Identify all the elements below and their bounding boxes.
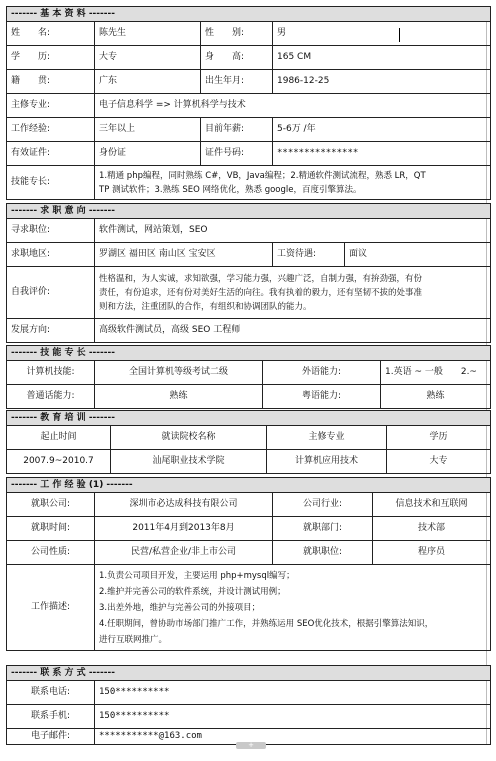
- name-label: 姓 名:: [7, 22, 95, 46]
- height-label: 身 高:: [201, 46, 273, 70]
- salary-value[interactable]: 5-6万 /年: [273, 118, 491, 142]
- self-eval-label: 自我评价:: [7, 267, 95, 319]
- contact-table: [6, 665, 491, 745]
- direction-label: 发展方向:: [7, 319, 95, 343]
- industry-value[interactable]: 信息技术和互联网: [373, 493, 491, 517]
- area-value[interactable]: 罗湖区 福田区 南山区 宝安区: [95, 243, 273, 267]
- basic-info-table: [6, 6, 491, 200]
- self-eval-value[interactable]: [95, 267, 491, 319]
- name-value[interactable]: 陈先生: [95, 22, 201, 46]
- edu-period[interactable]: 2007.9~2010.7: [7, 450, 111, 474]
- work-description-value[interactable]: [95, 565, 491, 651]
- cantonese-value[interactable]: 熟练: [381, 385, 491, 409]
- cantonese-label: 粤语能力:: [263, 385, 381, 409]
- section-header-skills: ------- 技 能 专 长 -------: [7, 346, 491, 361]
- company-value[interactable]: 深圳市必达成科技有限公司: [95, 493, 273, 517]
- skill-value[interactable]: [95, 166, 491, 200]
- skills-table: [6, 345, 491, 409]
- department-value[interactable]: 技术部: [373, 517, 491, 541]
- company-nature-value[interactable]: 民营/私营企业/非上市公司: [95, 541, 273, 565]
- self-eval-line: 责任，有份追求，还有份对美好生活的向往。我有执着的毅力，还有坚韧不拔的处事准: [99, 287, 423, 298]
- section-header-intent: ------- 求 职 意 向 -------: [7, 204, 491, 219]
- work-description-line: 1.负责公司项目开发，主要运用 php+mysql编写；: [99, 570, 295, 581]
- work-experience-table: [6, 477, 491, 651]
- computer-skill-value[interactable]: 全国计算机等级考试二级: [95, 361, 263, 385]
- email-label: 电子邮件:: [7, 729, 95, 745]
- pay-value[interactable]: 面议: [345, 243, 491, 267]
- birth-value[interactable]: 1986-12-25: [273, 70, 491, 94]
- height-value[interactable]: 165 CM: [273, 46, 491, 70]
- edu-school[interactable]: 汕尾职业技术学院: [111, 450, 267, 474]
- email-value[interactable]: ***********@163.com: [95, 729, 491, 745]
- id-type-value[interactable]: 身份证: [95, 142, 201, 166]
- direction-value[interactable]: 高级软件测试员，高级 SEO 工程师: [95, 319, 491, 343]
- self-eval-line: 性格温和，为人实诚，求知欲强，学习能力强，兴趣广泛，自制力强，有拚劲强，有份: [99, 273, 423, 284]
- department-label: 就职部门:: [273, 517, 373, 541]
- section-header-contact: ------- 联 系 方 式 -------: [7, 666, 491, 681]
- phone-label: 联系电话:: [7, 681, 95, 705]
- section-header-basic: ------- 基 本 资 料 -------: [7, 7, 491, 22]
- edu-header-degree: 学历: [387, 426, 491, 450]
- section-header-work: ------- 工 作 经 验 (1) -------: [7, 478, 491, 493]
- company-label: 就职公司:: [7, 493, 95, 517]
- job-title-label: 就职职位:: [273, 541, 373, 565]
- id-type-label: 有效证件:: [7, 142, 95, 166]
- edu-header-school: 就读院校名称: [111, 426, 267, 450]
- skill-label: 技能专长:: [7, 166, 95, 200]
- mandarin-label: 普通话能力:: [7, 385, 95, 409]
- salary-label: 目前年薪:: [201, 118, 273, 142]
- mobile-label: 联系手机:: [7, 705, 95, 729]
- company-nature-label: 公司性质:: [7, 541, 95, 565]
- position-value[interactable]: 软件测试，网站策划，SEO: [95, 219, 491, 243]
- edu-major[interactable]: 计算机应用技术: [267, 450, 387, 474]
- gender-value[interactable]: 男: [273, 22, 491, 46]
- major-label: 主修专业:: [7, 94, 95, 118]
- job-title-value[interactable]: 程序员: [373, 541, 491, 565]
- work-description-line: 4.任职期间，曾协助市场部门推广工作，并熟练运用 SEO优化技术，根据引擎算法知识，: [99, 618, 434, 629]
- edu-degree[interactable]: 大专: [387, 450, 491, 474]
- pay-label: 工资待遇:: [273, 243, 345, 267]
- job-intent-table: [6, 203, 491, 343]
- work-time-label: 就职时间:: [7, 517, 95, 541]
- computer-skill-label: 计算机技能:: [7, 361, 95, 385]
- work-description-line: 进行互联网推广。: [99, 634, 168, 645]
- mandarin-value[interactable]: 熟练: [95, 385, 263, 409]
- self-eval-line: 则和方法，注重团队的合作，有组织和协调团队的能力。: [99, 301, 312, 312]
- skill-line: TP 测试软件；3.熟练 SEO 网络优化，熟悉 google，百度引擎算法。: [99, 184, 362, 195]
- gender-label: 性 别:: [201, 22, 273, 46]
- major-value[interactable]: 电子信息科学 => 计算机科学与技术: [95, 94, 491, 118]
- work-time-value[interactable]: 2011年4月到2013年8月: [95, 517, 273, 541]
- education-label: 学 历:: [7, 46, 95, 70]
- mobile-value[interactable]: 150**********: [95, 705, 491, 729]
- edu-header-major: 主修专业: [267, 426, 387, 450]
- education-table: [6, 410, 491, 474]
- industry-label: 公司行业:: [273, 493, 373, 517]
- origin-value[interactable]: 广东: [95, 70, 201, 94]
- work-description-line: 3.出差外地，维护与完善公司的外接项目；: [99, 602, 261, 613]
- table-row: [7, 450, 491, 474]
- section-header-education: ------- 教 育 培 训 -------: [7, 411, 491, 426]
- origin-label: 籍 贯:: [7, 70, 95, 94]
- edu-header-period: 起止时间: [7, 426, 111, 450]
- id-number-value[interactable]: ***************: [273, 142, 491, 166]
- foreign-language-value[interactable]: 1.英语 ~ 一般 2.~: [381, 361, 491, 385]
- work-description-line: 2.维护并完善公司的软件系统，并设计测试用例；: [99, 586, 286, 597]
- birth-label: 出生年月:: [201, 70, 273, 94]
- education-value[interactable]: 大专: [95, 46, 201, 70]
- foreign-language-label: 外语能力:: [263, 361, 381, 385]
- skill-line: 1.精通 php编程，同时熟练 C#，VB，Java编程；2.精通软件测试流程，熟悉 LR，QT: [99, 170, 426, 181]
- id-number-label: 证件号码:: [201, 142, 273, 166]
- experience-value[interactable]: 三年以上: [95, 118, 201, 142]
- experience-label: 工作经验:: [7, 118, 95, 142]
- table-add-row-handle[interactable]: +: [236, 742, 266, 749]
- resume-page: [6, 6, 490, 746]
- area-label: 求职地区:: [7, 243, 95, 267]
- phone-value[interactable]: 150**********: [95, 681, 491, 705]
- work-description-label: 工作描述:: [7, 565, 95, 651]
- position-label: 寻求职位:: [7, 219, 95, 243]
